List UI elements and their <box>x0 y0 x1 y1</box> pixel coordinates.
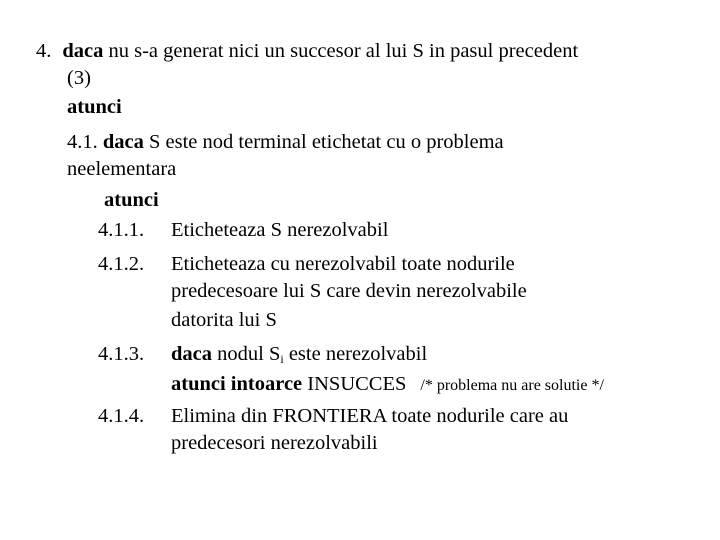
step-4-1-3-condition <box>171 340 427 374</box>
step-4-1-3-text-pre: nodul S <box>212 343 281 365</box>
step-4-1-keyword-atunci <box>104 186 159 215</box>
step-4-1-3-return <box>171 370 604 400</box>
step-4-1-2-text-line1: Eticheteaza cu nerezolvabil toate nodurile <box>171 253 515 275</box>
step-4-1-3-number: 4.1.3. <box>98 343 145 365</box>
step-4-1-3-subscript: i <box>280 352 284 366</box>
step-4-1-3-keyword-atunci-intoarce: atunci intoarce <box>171 373 303 395</box>
step-4-keyword-daca: daca <box>62 40 104 62</box>
step-4-1-keyword-daca: daca <box>102 131 144 153</box>
step-4-1-4-text-line1: Elimina din FRONTIERA toate nodurile care au <box>171 405 569 427</box>
step-4-1-2-text-line2: predecesoare lui S care devin nerezolvabile <box>171 280 527 302</box>
step-4-1-atunci-text: atunci <box>104 189 159 211</box>
step-4-1-3-comment: /* problema nu are solutie */ <box>420 377 604 394</box>
step-4-number: 4. <box>36 40 52 62</box>
step-4-keyword-atunci <box>67 93 122 122</box>
step-4-line <box>36 37 578 66</box>
step-4-1-number: 4.1. <box>67 131 98 153</box>
step-4-condition: nu s-a generat nici un succesor al lui S in pasul precedent <box>103 40 579 62</box>
step-4-1-line <box>67 128 504 157</box>
step-4-1-condition: S este nod terminal etichetat cu o problema <box>143 131 504 153</box>
step-4-1-3-result: INSUCCES <box>302 373 407 395</box>
step-4-condition-ref: (3) <box>67 67 91 89</box>
step-4-1-2-number: 4.1.2. <box>98 253 145 275</box>
step-4-1-1-text: Eticheteaza S nerezolvabil <box>171 219 389 241</box>
step-4-1-4-number: 4.1.4. <box>98 405 145 427</box>
step-4-atunci-text: atunci <box>67 96 122 118</box>
step-4-1-3-text-post: este nerezolvabil <box>283 343 428 365</box>
step-4-1-2-text-line3: datorita lui S <box>171 309 277 331</box>
step-4-1-condition-cont: neelementara <box>67 158 177 180</box>
step-4-1-4-text-line2: predecesori nerezolvabili <box>171 432 378 454</box>
step-4-1-3-keyword-daca: daca <box>171 343 212 365</box>
step-4-1-1-number: 4.1.1. <box>98 219 145 241</box>
